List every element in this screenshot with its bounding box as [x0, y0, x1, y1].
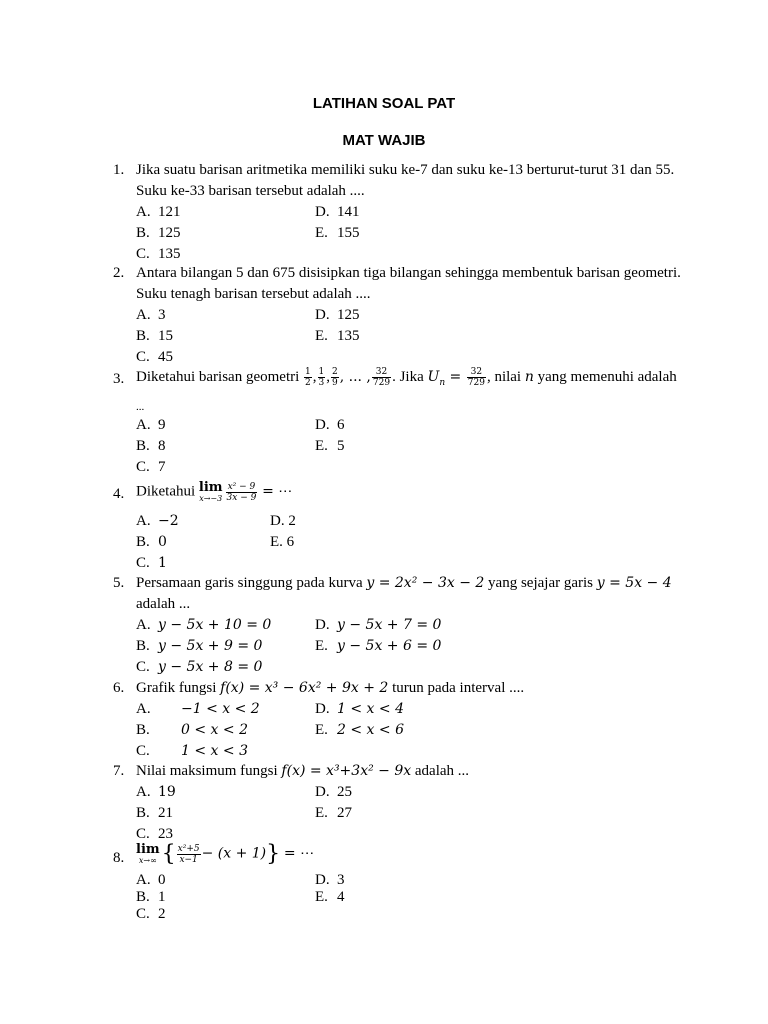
option-b: B. 125 [136, 225, 181, 241]
question-number: 2. [113, 265, 125, 281]
question-text: Grafik fungsi f(x) = x³ − 6x² + 9x + 2 turun pada interval .... [136, 680, 525, 696]
question-text-line2: adalah ... [136, 596, 191, 612]
option-c: C. 23 [136, 826, 173, 842]
option-a: A. 3 [136, 307, 166, 323]
page-title: LATIHAN SOAL PAT [312, 95, 456, 112]
question-text: Antara bilangan 5 dan 675 disisipkan tiga bilangan sehingga membentuk barisan geometri. [136, 265, 681, 281]
option-c: C. 135 [136, 246, 181, 262]
question-number: 1. [113, 162, 125, 178]
option-a: A. 19 [136, 784, 176, 800]
question-number: 8. [113, 850, 125, 866]
option-c: C. 2 [136, 906, 166, 922]
option-d: D. 3 [315, 872, 345, 888]
option-a: A. 9 [136, 417, 166, 433]
limit-operator: lim x→∞ [136, 842, 160, 865]
option-b: B. y − 5x + 9 = 0 [136, 638, 263, 654]
option-b: B. 8 [136, 438, 166, 454]
question-text: Diketahui barisan geometri $\frac{1}{2}$ , $\frac{1}{3}$ , $\frac{2}{9}$ , ... , $\frac{32}{729}$ . Jika $U_n$ = $\frac{32}{729}$ , nilai n yang memenuhi adalah [136, 367, 677, 389]
option-c: C. y − 5x + 8 = 0 [136, 659, 263, 675]
question-number: 4. [113, 486, 125, 502]
fraction-term: $\frac{\text{x²+5}}{x-1}$ [177, 843, 200, 865]
question-text: Diketahui lim x→−3 $\frac{\text{x² − 9}}{3x - 9}$ = ⋯ [136, 480, 293, 503]
question-text-line2: ... [136, 401, 145, 413]
question-number: 7. [113, 763, 125, 779]
question-number: 6. [113, 680, 125, 696]
option-e: E. 4 [315, 889, 345, 905]
option-c: C. 1 [136, 555, 167, 571]
option-c: C. 1 < x < 3 [136, 743, 248, 759]
question-text: lim x→∞ { $\frac{\text{x²+5}}{x-1}$ − (x + 1)} = ⋯ [136, 841, 315, 867]
option-d: D. 6 [315, 417, 345, 433]
option-e: E. 155 [315, 225, 360, 241]
fraction-term: $\frac{\text{x² − 9}}{3x - 9}$ [226, 481, 257, 503]
fraction-term: $\frac{2}{9}$ [332, 367, 338, 389]
option-d: D. 1 < x < 4 [315, 701, 404, 717]
option-e: E. y − 5x + 6 = 0 [315, 638, 442, 654]
question-text: Jika suatu barisan aritmetika memiliki suku ke-7 dan suku ke-13 berturut-turut 31 dan 55. [136, 162, 675, 178]
question-text: Persamaan garis singgung pada kurva y = 2x² − 3x − 2 yang sejajar garis y = 5x − 4 [136, 575, 672, 591]
option-d: D. y − 5x + 7 = 0 [315, 617, 442, 633]
option-a: A. −2 [136, 513, 179, 529]
option-e: E. 5 [315, 438, 345, 454]
option-b: B. 1 [136, 889, 166, 905]
question-text-line2: Suku ke-33 barisan tersebut adalah .... [136, 183, 365, 199]
option-d: D. 2 [270, 513, 296, 529]
option-d: D. 25 [315, 784, 352, 800]
option-a: A. −1 < x < 2 [136, 701, 260, 717]
option-e: E. 6 [270, 534, 295, 550]
fraction-term: $\frac{32}{729}$ [372, 367, 391, 389]
option-e: E. 2 < x < 6 [315, 722, 404, 738]
option-b: B. 0 < x < 2 [136, 722, 248, 738]
option-e: E. 135 [315, 328, 360, 344]
option-d: D. 141 [315, 204, 360, 220]
fraction-term: $\frac{1}{3}$ [318, 367, 325, 389]
fraction-term: $\frac{1}{2}$ [305, 367, 311, 389]
option-e: E. 27 [315, 805, 352, 821]
question-text-line2: Suku tenagh barisan tersebut adalah .... [136, 286, 371, 302]
question-text: Nilai maksimum fungsi f(x) = x³+3x² − 9x adalah ... [136, 763, 470, 779]
limit-operator: lim x→−3 [198, 480, 223, 503]
question-number: 3. [113, 371, 125, 387]
option-c: C. 45 [136, 349, 173, 365]
question-number: 5. [113, 575, 125, 591]
fraction-term: $\frac{32}{729}$ [467, 367, 485, 389]
option-d: D. 125 [315, 307, 360, 323]
option-b: B. 21 [136, 805, 173, 821]
option-b: B. 0 [136, 534, 167, 550]
option-a: A. y − 5x + 10 = 0 [136, 617, 272, 633]
option-c: C. 7 [136, 459, 166, 475]
option-a: A. 0 [136, 872, 166, 888]
option-a: A. 121 [136, 204, 181, 220]
option-b: B. 15 [136, 328, 173, 344]
page-subtitle: MAT WAJIB [342, 132, 426, 149]
